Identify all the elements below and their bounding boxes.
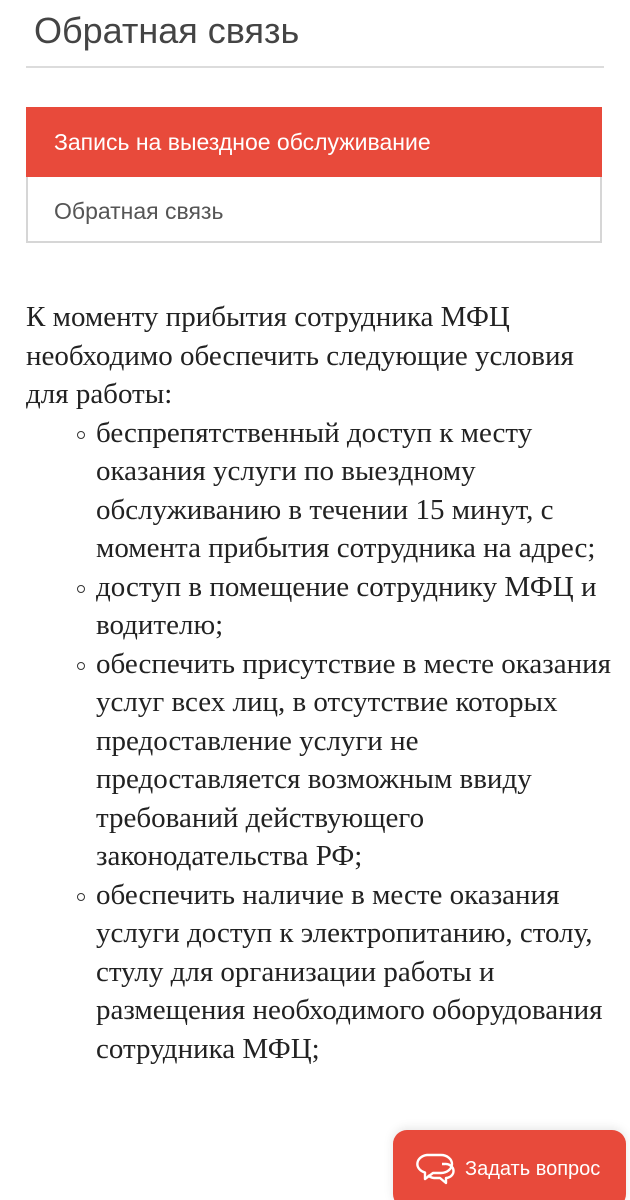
tab-mobile-service[interactable]: Запись на выездное обслуживание: [26, 107, 602, 177]
conditions-list: [26, 414, 616, 1069]
list-item-text: доступ в помещение сотруднику МФЦ и водителю;: [96, 570, 597, 641]
circle-bullet-icon: [77, 893, 85, 901]
ask-question-button[interactable]: [393, 1130, 626, 1200]
list-item: [26, 645, 616, 876]
circle-bullet-icon: [77, 585, 85, 593]
list-item-text: обеспечить присутствие в месте оказания услуг всех лиц, в отсутствие которых предоставление услуги не предоставляется возможным ввиду требований действующего законодательства РФ;: [96, 647, 611, 872]
list-item: [26, 876, 616, 1069]
list-item-text: беспрепятственный доступ к месту оказания услуги по выездному обслуживанию в течении 15 минут, с момента прибытия сотрудника на адрес;: [96, 416, 596, 564]
title-divider: [26, 66, 604, 68]
page-title: Обратная связь: [34, 10, 300, 51]
ask-question-label: Задать вопрос: [465, 1157, 601, 1180]
tab-menu: [26, 107, 602, 243]
chat-bubbles-icon: [413, 1152, 455, 1186]
tab-feedback[interactable]: Обратная связь: [54, 197, 224, 224]
list-item: [26, 414, 616, 568]
list-item-text: обеспечить наличие в месте оказания услуги доступ к электропитанию, столу, стулу для организации работы и размещения необходимого оборудования сотрудника МФЦ;: [96, 878, 603, 1065]
circle-bullet-icon: [77, 662, 85, 670]
list-item: [26, 568, 616, 645]
intro-paragraph: К моменту прибытия сотрудника МФЦ необходимо обеспечить следующие условия для работы:: [26, 301, 574, 410]
content-section: [26, 298, 616, 1068]
circle-bullet-icon: [77, 431, 85, 439]
